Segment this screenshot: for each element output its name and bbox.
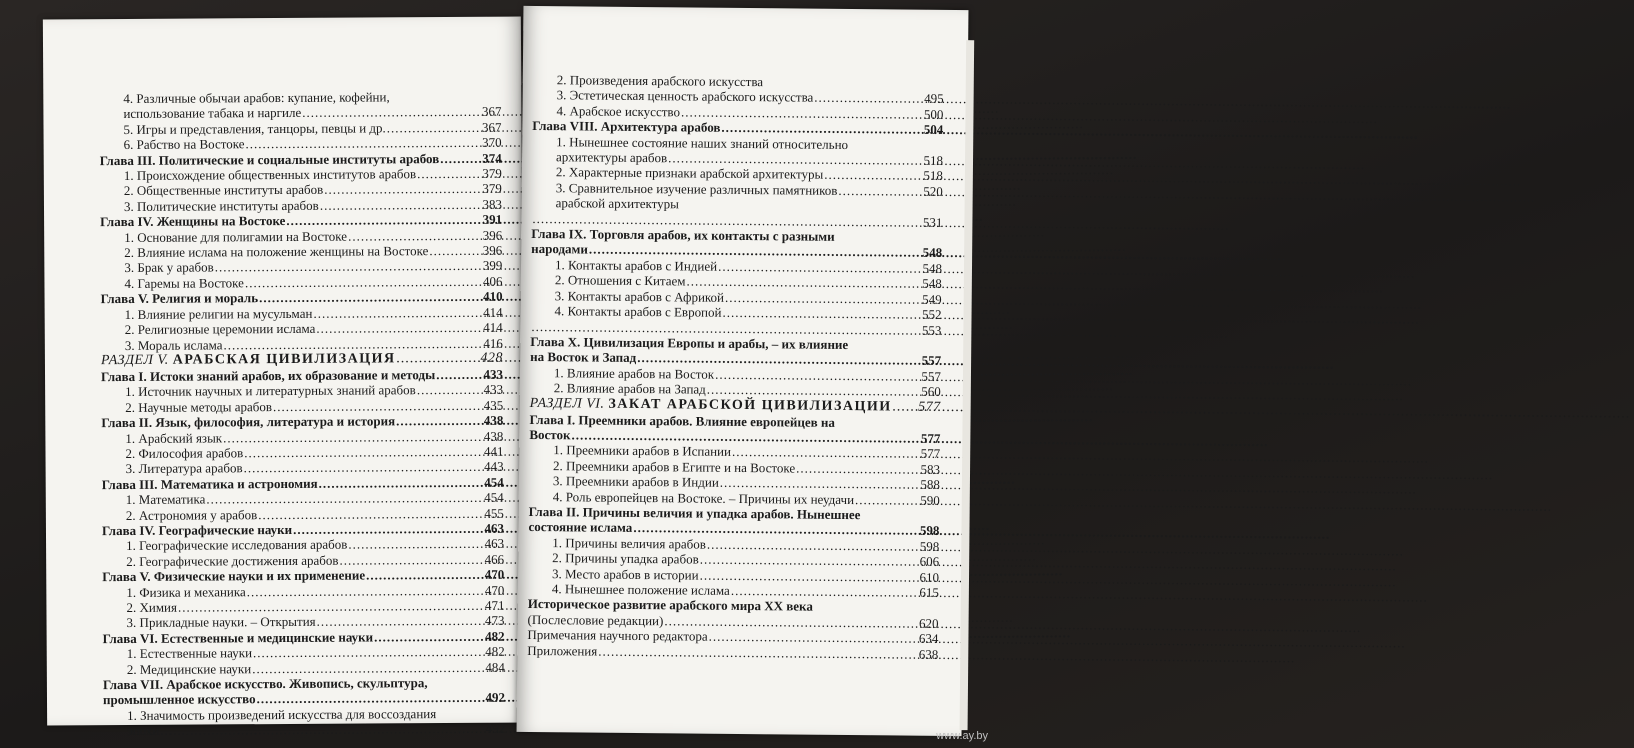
toc-text: 3. Политические институты арабов xyxy=(123,197,319,214)
toc-text: арабской архитектуры xyxy=(555,195,680,212)
toc-text: Глава III. Математика и астрономия xyxy=(101,475,318,492)
page-number: 367 xyxy=(481,119,502,135)
page-number: 463 xyxy=(484,520,505,536)
page-number: 588 xyxy=(920,476,940,493)
toc-text: 4. Гаремы на Востоке xyxy=(124,275,244,291)
page-number: 495 xyxy=(924,91,944,107)
toc-text: Глава IV. Женщины на Востоке xyxy=(100,213,286,230)
toc-text: 1. Источник научных и литературных знаний арабов xyxy=(125,382,416,400)
leader-dots xyxy=(387,120,481,136)
toc-text: 1. Происхождение общественных институтов арабов xyxy=(123,166,417,184)
toc-text: 1. Влияние арабов на Восток xyxy=(553,364,715,382)
page-number: 492 xyxy=(485,720,506,737)
right-page xyxy=(517,6,969,736)
section-prefix: РАЗДЕЛ V. xyxy=(100,352,169,369)
toc-text: 2. Преемники арабов в Египте и на Востоке xyxy=(553,457,796,476)
leader-dots xyxy=(247,582,484,599)
toc-text: 3. Место арабов в истории xyxy=(551,565,699,583)
toc-text: Глава III. Политические и социальные институты арабов xyxy=(99,150,440,168)
leader-dots xyxy=(374,629,484,645)
leader-dots xyxy=(436,367,482,383)
toc-text: на Восток и Запад xyxy=(530,349,637,366)
toc-text: 2. Философия арабов xyxy=(125,445,244,461)
leader-dots xyxy=(429,243,482,259)
leader-dots xyxy=(838,183,922,199)
toc-text: Глава I. Преемники арабов. Влияние европейцев на xyxy=(529,411,836,430)
leader-dots xyxy=(348,227,482,243)
page-number: 548 xyxy=(922,276,942,292)
page-number: 433 xyxy=(483,366,504,382)
toc-text: 2. Характерные признаки арабской архитектуры xyxy=(555,164,824,183)
page-number: 557 xyxy=(921,368,942,384)
leader-dots xyxy=(317,613,485,629)
leader-dots xyxy=(440,150,481,166)
toc-text: Глава IV. Географические науки xyxy=(101,521,293,539)
page-number: 548 xyxy=(922,260,943,276)
toc-text: Глава VIII. Архитектура арабов xyxy=(532,118,721,135)
toc-text: Примечания научного редактора xyxy=(527,627,708,644)
toc-text: 1. Нынешнее состояние наших знаний относительно xyxy=(556,133,849,152)
leader-dots xyxy=(206,490,483,507)
toc-text: Глава IX. Торговля арабов, их контакты с разными xyxy=(531,226,835,244)
toc-text: 4. Нынешнее положение ислама xyxy=(551,581,730,598)
page-number: 438 xyxy=(483,428,504,444)
leader-dots xyxy=(259,289,482,306)
page-number: 484 xyxy=(485,659,505,675)
page-number: 620 xyxy=(919,615,939,631)
page-number: 598 xyxy=(919,538,940,554)
toc-text: 2. Причины упадка арабов xyxy=(552,550,699,567)
toc-item-continuation xyxy=(103,721,505,739)
page-number: 606 xyxy=(919,553,940,570)
toc-list-left xyxy=(99,89,505,739)
toc-text: 1. Значимость произведений искусства для воссоздания xyxy=(127,705,437,723)
page-number: 552 xyxy=(921,306,942,323)
page-number: 500 xyxy=(923,106,944,122)
leader-dots xyxy=(725,290,921,307)
toc-text: Восток xyxy=(529,426,571,443)
toc-text: состояние ислама xyxy=(528,519,633,536)
leader-dots xyxy=(397,351,480,368)
leader-dots xyxy=(396,413,483,429)
leader-dots xyxy=(893,399,918,415)
toc-text: использование табака и наргиле xyxy=(123,105,302,122)
page-number: 577 xyxy=(918,399,941,415)
toc-text: 3. Преемники арабов в Индии xyxy=(552,473,719,490)
toc-text: 2. Астрономия у арабов xyxy=(125,506,258,523)
toc-text: 2. Влияние арабов на Запад xyxy=(553,380,706,397)
leader-dots xyxy=(253,644,484,661)
toc-text: 1. Преемники арабов в Испании xyxy=(553,442,732,460)
toc-text: 2. Произведения арабского искусства xyxy=(556,72,764,90)
page-number: 428 xyxy=(480,350,503,366)
page-number: 414 xyxy=(483,319,503,335)
leader-dots xyxy=(417,382,483,398)
toc-text: 2. Химия xyxy=(126,599,178,615)
page-number: 518 xyxy=(923,152,944,168)
toc-item xyxy=(103,659,505,677)
toc-text: 2. Медицинские науки xyxy=(126,660,252,677)
toc-chapter-continuation xyxy=(103,690,505,708)
page-number: 531 xyxy=(922,214,943,230)
page-number: 492 xyxy=(485,690,506,706)
leader-dots xyxy=(732,444,920,461)
watermark: www.ay.by xyxy=(936,730,988,742)
leader-dots xyxy=(245,274,482,291)
page-number: 504 xyxy=(923,121,944,138)
toc-text: 4. Различные обычаи арабов: купание, кофейни, xyxy=(123,89,390,106)
leader-dots xyxy=(316,320,482,336)
leader-dots xyxy=(258,505,483,522)
leader-dots xyxy=(324,181,481,197)
page-number: 416 xyxy=(483,335,503,351)
leader-dots xyxy=(178,598,484,615)
leader-dots xyxy=(160,721,484,738)
toc-text: 2. Общественные институты арабов xyxy=(123,182,324,199)
toc-text: 5. Игры и представления, танцоры, певцы и др. xyxy=(123,120,386,137)
leader-dots xyxy=(215,258,482,275)
page-number: 410 xyxy=(483,288,503,305)
toc-text: 1. Математика xyxy=(125,491,206,508)
toc-text: 1. Естественные науки xyxy=(126,645,253,662)
toc-text: 3. Сравнительное изучение различных памятников xyxy=(555,180,838,198)
leader-dots xyxy=(244,444,483,461)
toc-text: 3. Контакты арабов с Африкой xyxy=(554,287,725,305)
toc-text: 1. Основание для полигамии на Востоке xyxy=(124,228,348,245)
toc-text: 3. Эстетическая ценность арабского искусства xyxy=(556,87,814,106)
leader-dots xyxy=(796,460,920,477)
toc-text: Приложения xyxy=(527,642,598,659)
page-number: 557 xyxy=(921,353,942,369)
page-number: 367 xyxy=(481,104,502,120)
toc-text xyxy=(101,351,396,369)
leader-dots xyxy=(366,567,484,583)
leader-dots xyxy=(245,135,481,152)
toc-text: 2. Влияние ислама на положение женщины на Востоке xyxy=(124,243,429,261)
leader-dots xyxy=(319,475,484,491)
section-title: ЗАКАТ АРАБСКОЙ ЦИВИЛИЗАЦИИ xyxy=(608,396,892,414)
toc-text: 4. Контакты арабов с Европой xyxy=(554,303,722,320)
toc-text: 2. Географические достижения арабов xyxy=(126,552,339,569)
leader-dots xyxy=(223,335,482,352)
page-number: 553 xyxy=(921,322,942,338)
page-number: 598 xyxy=(919,523,940,539)
page-number: 399 xyxy=(482,258,503,274)
page-number: 577 xyxy=(920,446,941,462)
page-number: 638 xyxy=(918,646,939,662)
toc-text: 4. Роль европейцев на Востоке. – Причины их неудачи xyxy=(552,488,855,507)
toc-text: 1. Физика и механика xyxy=(126,583,246,600)
toc-text: народами xyxy=(531,241,589,257)
page-number: 379 xyxy=(482,165,502,181)
page-number: 379 xyxy=(482,181,502,197)
toc-text: 2. Отношения с Китаем xyxy=(554,272,686,289)
page-number: 466 xyxy=(484,551,505,567)
section-prefix: РАЗДЕЛ VI. xyxy=(529,395,605,412)
toc-text: Глава X. Цивилизация Европы и арабы, – их влияние xyxy=(530,333,849,352)
toc-text: 1. Арабский язык xyxy=(125,429,223,446)
leader-dots xyxy=(302,104,481,120)
toc-text: 1. Причины величия арабов xyxy=(552,534,706,552)
toc-text: Глава VII. Арабское искусство. Живопись, скульптура, xyxy=(102,675,428,693)
page-number: 473 xyxy=(484,613,505,629)
page-number: 438 xyxy=(483,412,504,428)
page-number: 560 xyxy=(921,383,941,400)
leader-dots xyxy=(223,428,483,445)
toc-text: 3. Мораль ислама xyxy=(124,336,223,353)
toc-text: 1. Контакты арабов с Индией xyxy=(554,257,718,274)
page-number: 590 xyxy=(920,492,940,508)
page-number: 471 xyxy=(484,597,505,613)
toc-text: Глава VI. Естественные и медицинские науки xyxy=(102,629,374,646)
toc-text: 3. Брак у арабов xyxy=(124,259,214,276)
toc-text: архитектуры арабов xyxy=(555,149,668,166)
leader-dots xyxy=(257,690,485,707)
section-title: АРАБСКАЯ ЦИВИЛИЗАЦИЯ xyxy=(172,351,396,368)
toc-text: 3. Литература арабов xyxy=(125,460,243,477)
page-number: 443 xyxy=(484,459,504,475)
page-number: 577 xyxy=(920,430,941,446)
page-number: 549 xyxy=(922,291,942,307)
toc-text: Глава I. Истоки знаний арабов, их образование и методы xyxy=(100,366,436,385)
leader-dots xyxy=(273,398,483,415)
page-number: 610 xyxy=(919,569,940,585)
toc-text: 2. Научные методы арабов xyxy=(125,398,273,415)
leader-dots xyxy=(824,167,922,183)
toc-text: 4. Арабское искусство xyxy=(556,103,681,120)
page-number: 470 xyxy=(484,582,505,598)
page-number: 383 xyxy=(482,196,503,212)
toc-text: Глава V. Религия и мораль xyxy=(100,290,259,307)
page-number: 470 xyxy=(484,566,505,582)
leader-dots xyxy=(252,659,484,676)
toc-text: (Послесловие редакции) xyxy=(527,611,664,629)
page-number: 441 xyxy=(483,443,504,459)
leader-dots xyxy=(339,552,483,568)
page-number: 548 xyxy=(922,245,943,261)
page-number: 454 xyxy=(484,489,504,505)
leader-dots xyxy=(855,492,919,508)
leader-dots xyxy=(293,521,483,538)
leader-dots xyxy=(417,166,481,182)
toc-text: Историческое развитие арабского мира XX века xyxy=(527,596,813,615)
page-number: 433 xyxy=(483,381,504,398)
toc-text: Глава V. Физические науки и их применение xyxy=(102,567,366,585)
toc-list-right xyxy=(527,72,944,662)
page-number: 634 xyxy=(918,630,939,647)
toc-text: Глава II. Причины величия и упадка арабов. Нынешнее xyxy=(528,503,861,523)
page-number: 396 xyxy=(482,227,503,243)
leader-dots xyxy=(286,212,481,229)
leader-dots xyxy=(731,583,919,600)
page-number: 396 xyxy=(482,242,503,258)
page-number: 583 xyxy=(920,461,941,477)
page-number: 435 xyxy=(483,397,504,413)
page-number: 414 xyxy=(483,304,503,320)
leader-dots xyxy=(814,90,923,106)
page-number: 482 xyxy=(485,643,505,659)
left-page xyxy=(43,17,525,739)
leader-dots xyxy=(348,536,483,552)
toc-entry xyxy=(527,643,938,662)
leader-dots xyxy=(598,643,918,661)
toc-text: промышленное искусство xyxy=(102,691,256,708)
page-number: 482 xyxy=(485,628,505,644)
leader-dots xyxy=(313,304,482,320)
leader-dots xyxy=(320,197,482,213)
page-number: 374 xyxy=(482,150,502,166)
toc-text: Глава II. Язык, философия, литература и история xyxy=(101,413,396,431)
page-number: 520 xyxy=(923,183,943,199)
page-number: 455 xyxy=(484,505,504,521)
page-number: 391 xyxy=(482,211,503,228)
toc-text: 1. Географические исследования арабов xyxy=(126,536,348,554)
toc-text: 2. Религиозные церемонии ислама xyxy=(124,320,316,338)
toc-text: эпохи xyxy=(127,723,160,739)
toc-text: 6. Рабство на Востоке xyxy=(123,136,245,153)
page-number: 615 xyxy=(919,584,939,600)
page-number: 518 xyxy=(923,168,943,184)
page-number: 406 xyxy=(482,273,503,289)
toc-text: 1. Влияние религии на мусульман xyxy=(124,305,313,322)
toc-text: 3. Прикладные науки. – Открытия xyxy=(126,614,316,631)
leader-dots xyxy=(244,459,484,476)
page-number: 454 xyxy=(484,474,504,490)
page-number: 370 xyxy=(482,134,502,151)
page-number: 463 xyxy=(484,536,505,552)
